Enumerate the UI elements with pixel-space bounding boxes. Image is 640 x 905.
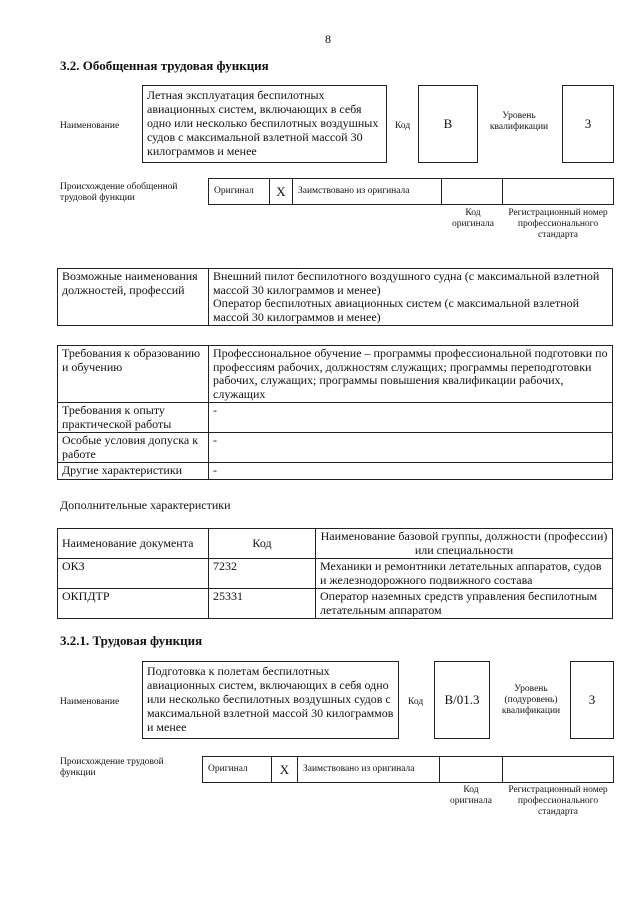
reg-number-cell — [502, 178, 614, 205]
function-name-box: Летная эксплуатация беспилотных авиационных систем, включающих в себя одно или несколько беспилотных воздушных судов с максимальной взлетной массой 30 килограммов и менее — [142, 85, 387, 163]
level-label: Уровень квалификации — [489, 111, 549, 132]
reg-number-caption: Регистрационный номер профессионального стандарта — [508, 785, 608, 817]
original-text: Оригинал — [214, 186, 254, 196]
doc-code: 25331 — [209, 589, 316, 619]
function-name-box: Подготовка к полетам беспилотных авиационных систем, включающих в себя одно или несколько беспилотных воздушных судов с максимальной взлетной массой 30 килограммов и менее — [142, 661, 399, 739]
additional-title: Дополнительные характеристики — [60, 498, 231, 512]
req-label: Особые условия допуска к работе — [58, 433, 209, 463]
header-group: Наименование базовой группы, должности (профессии) или специальности — [316, 529, 613, 559]
doc-code: 7232 — [209, 559, 316, 589]
table-row — [58, 463, 613, 480]
positions-value: Внешний пилот беспилотного воздушного судна (с максимальной взлетной массой 30 килограммов и менее) Оператор беспилотных авиационных систем (с максимальной взлетной массой 30 килограммов и менее) — [209, 269, 613, 326]
level-label: Уровень (подуровень) квалификации — [501, 684, 561, 716]
reg-number-cell — [502, 756, 614, 783]
borrowed-cell — [297, 756, 440, 783]
borrowed-text: Заимствовано из оригинала — [303, 764, 415, 774]
doc-name: ОКЗ — [58, 559, 209, 589]
code-label: Код — [395, 121, 411, 131]
req-value: - — [209, 433, 613, 463]
borrowed-cell — [292, 178, 442, 205]
req-label: Требования к опыту практической работы — [58, 403, 209, 433]
level-value: 3 — [588, 692, 596, 707]
doc-name: ОКПДТР — [58, 589, 209, 619]
original-text: Оригинал — [208, 764, 248, 774]
req-value: Профессиональное обучение – программы профессиональной подготовки по профессиям рабочих, должностям служащих; программы переподготовки рабочих, служащих; программы повышения квалификации рабочих, служащих — [209, 346, 613, 403]
positions-label: Возможные наименования должностей, профессий — [58, 269, 209, 326]
req-label: Требования к образованию и обучению — [58, 346, 209, 403]
mark-x: X — [279, 761, 290, 777]
req-label: Другие характеристики — [58, 463, 209, 480]
code-value-box — [434, 661, 490, 739]
code-value: B/01.3 — [444, 692, 480, 707]
doc-group: Механики и ремонтники летательных аппаратов, судов и железнодорожного подвижного состава — [316, 559, 613, 589]
origin-label: Происхождение обобщенной трудовой функции — [60, 182, 178, 203]
code-original-caption: Код оригинала — [450, 785, 492, 806]
doc-group: Оператор наземных средств управления беспилотным летательным аппаратом — [316, 589, 613, 619]
subsection-title: 3.2.1. Трудовая функция — [60, 633, 203, 648]
table-row — [58, 269, 613, 326]
mark-x: X — [276, 183, 286, 199]
requirements-table — [57, 345, 613, 480]
code-value-box — [418, 85, 478, 163]
level-value: 3 — [584, 116, 592, 131]
req-value: - — [209, 403, 613, 433]
level-value-box — [562, 85, 614, 163]
table-row — [58, 403, 613, 433]
table-row — [58, 433, 613, 463]
name-label: Наименование — [60, 697, 120, 707]
original-mark-cell — [271, 756, 298, 783]
table-row — [58, 346, 613, 403]
original-mark-cell — [269, 178, 293, 205]
table-row — [58, 589, 613, 619]
reg-number-caption: Регистрационный номер профессионального стандарта — [508, 208, 608, 240]
header-doc: Наименование документа — [58, 529, 209, 559]
level-value-box — [570, 661, 614, 739]
name-label: Наименование — [60, 121, 120, 131]
page-number: 8 — [325, 32, 331, 46]
header-code: Код — [209, 529, 316, 559]
code-original-cell — [441, 178, 503, 205]
code-value: B — [443, 116, 453, 131]
code-original-caption: Код оригинала — [452, 208, 494, 229]
section-title: 3.2. Обобщенная трудовая функция — [60, 58, 269, 73]
origin-label: Происхождение трудовой функции — [60, 757, 164, 778]
code-label: Код — [408, 697, 424, 707]
original-cell — [202, 756, 272, 783]
table-row — [58, 559, 613, 589]
positions-table — [57, 268, 613, 326]
borrowed-text: Заимствовано из оригинала — [298, 186, 410, 196]
req-value: - — [209, 463, 613, 480]
additional-table — [57, 528, 613, 619]
code-original-cell — [439, 756, 503, 783]
table-row — [58, 529, 613, 559]
original-cell — [208, 178, 270, 205]
